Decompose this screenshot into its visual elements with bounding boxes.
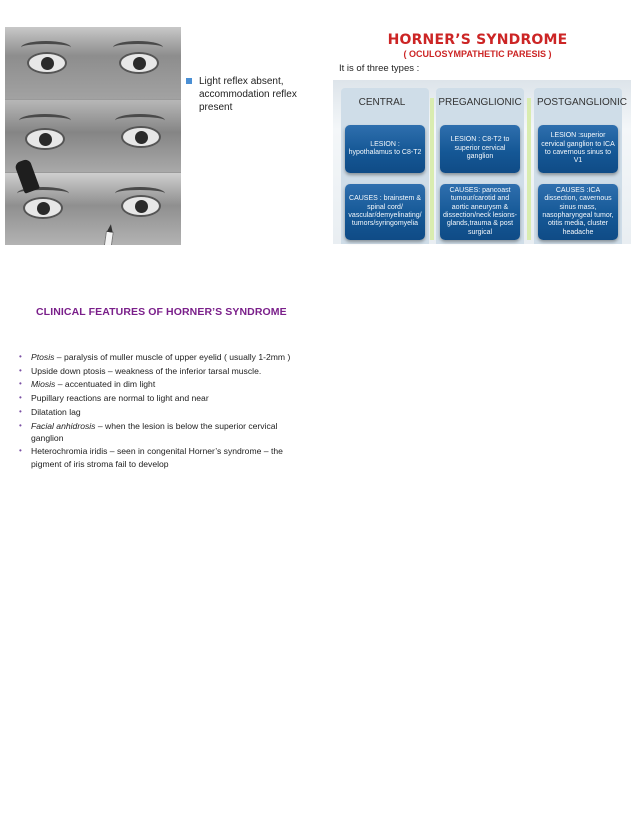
list-item xyxy=(19,351,309,363)
list-item xyxy=(19,420,309,444)
square-bullet-icon xyxy=(186,78,192,84)
feature-term: Miosis xyxy=(31,379,56,390)
eye-photo-row-2 xyxy=(5,100,181,172)
list-item xyxy=(19,378,309,390)
eye-image xyxy=(121,195,161,217)
list-item xyxy=(19,392,309,404)
column-divider xyxy=(527,98,531,240)
eye-image xyxy=(27,52,67,74)
eye-image xyxy=(23,197,63,219)
page-subtitle: ( OCULOSYMPATHETIC PARESIS ) xyxy=(403,49,552,59)
types-diagram xyxy=(333,80,631,244)
reflex-note xyxy=(186,75,306,114)
eye-photo-panel xyxy=(5,27,181,245)
feature-text: Dilatation lag xyxy=(31,406,81,417)
column-heading-central: CENTRAL xyxy=(358,97,406,108)
column-heading-postganglionic: POSTGANGLIONIC xyxy=(536,97,627,108)
feature-text: – paralysis of muller muscle of upper eyelid ( usually 1-2mm ) xyxy=(54,352,291,362)
lesion-box-central: LESION : hypothalamus to C8-T2 xyxy=(345,125,425,173)
feature-term: Ptosis xyxy=(31,352,55,362)
eye-photo-row-1 xyxy=(5,27,181,99)
page-title: HORNER’S SYNDROME xyxy=(387,32,568,48)
column-heading-preganglionic: PREGANGLIONIC xyxy=(438,97,522,108)
causes-box-central: CAUSES : brainstem & spinal cord/ vascular/demyelinating/ tumors/syringomyelia xyxy=(345,184,425,240)
reflex-note-text: Light reflex absent, accommodation reflex present xyxy=(199,76,297,113)
feature-text: – when the lesion is below the superior cervical ganglion xyxy=(31,420,278,443)
column-divider xyxy=(430,98,434,240)
eye-image xyxy=(25,128,65,150)
feature-text: Heterochromia iridis – seen in congenital Horner’s syndrome – the pigment of iris stroma fail to develop xyxy=(31,446,283,469)
list-item xyxy=(19,445,309,469)
lesion-box-preganglionic: LESION : C8-T2 to superior cervical ganglion xyxy=(440,125,520,173)
eyelid-mark xyxy=(19,114,71,127)
lesion-box-postganglionic: LESION :superior cervical ganglion to ICA to cavernous sinus to V1 xyxy=(538,125,618,173)
feature-text: Upside down ptosis – weakness of the inferior tarsal muscle. xyxy=(31,365,262,376)
causes-box-preganglionic: CAUSES: pancoast tumour/carotid and aortic aneurysm & dissection/neck lesions- glands,trauma & post surgical xyxy=(440,184,520,240)
causes-box-postganglionic: CAUSES :ICA dissection, cavernous sinus mass, nasopharyngeal tumor, otitis media, cluster headache xyxy=(538,184,618,240)
list-item xyxy=(19,365,309,377)
feature-term: Facial anhidrosis xyxy=(31,420,96,431)
section-title: CLINICAL FEATURES OF HORNER’S SYNDROME xyxy=(36,306,287,318)
features-list xyxy=(19,351,309,471)
types-intro: It is of three types : xyxy=(339,63,420,74)
list-item xyxy=(19,406,309,418)
feature-text: – accentuated in dim light xyxy=(55,379,156,390)
eye-image xyxy=(119,52,159,74)
eye-image xyxy=(121,126,161,148)
feature-text: Pupillary reactions are normal to light and near xyxy=(31,393,209,404)
